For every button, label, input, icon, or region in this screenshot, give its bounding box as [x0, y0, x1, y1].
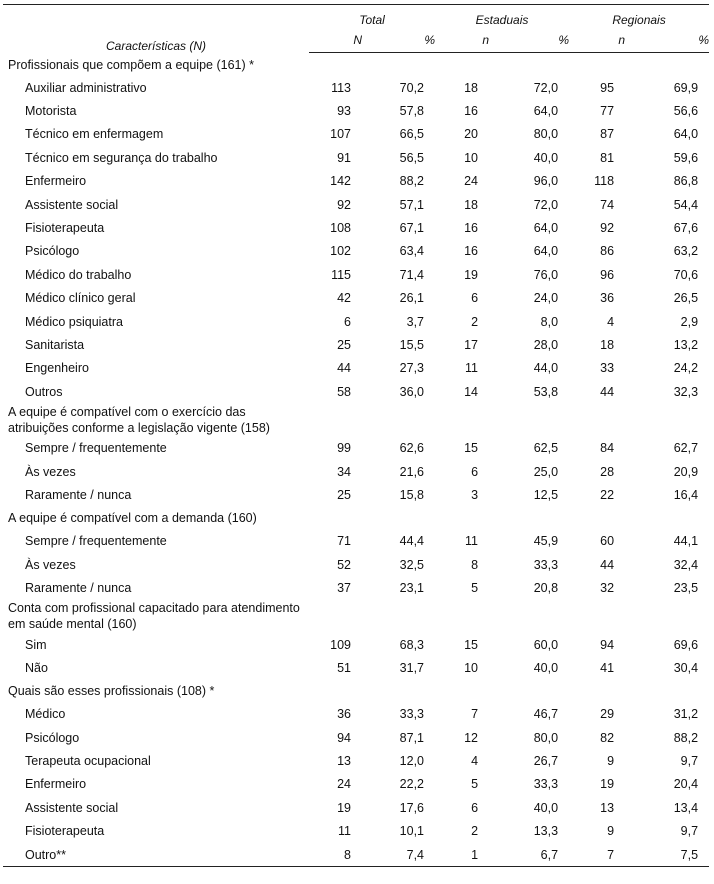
cell-regionais-n: 32 — [600, 581, 615, 596]
section-row — [3, 600, 709, 633]
cell-regionais-pct: 9,7 — [680, 824, 699, 839]
cell-regionais-pct: 67,6 — [673, 221, 699, 236]
subheader-estaduais-pct: % — [489, 27, 569, 53]
row-label: Não — [25, 660, 48, 675]
section-row — [3, 403, 709, 436]
cell-total-n: 42 — [337, 291, 351, 306]
cell-regionais-n: 9 — [607, 754, 615, 769]
cell-regionais-pct: 7,5 — [625, 843, 709, 867]
cell-estaduais-pct: 13,3 — [533, 824, 559, 839]
table-row — [3, 263, 709, 286]
cell-estaduais-n: 14 — [464, 384, 479, 399]
cell-total-n: 24 — [337, 777, 351, 792]
cell-total-n: 93 — [337, 104, 351, 119]
cell-total-pct: 87,1 — [399, 730, 425, 745]
row-label: Às vezes — [25, 557, 76, 572]
table-row — [3, 380, 709, 403]
cell-total-n: 108 — [330, 221, 351, 236]
cell-regionais-pct: 88,2 — [673, 730, 699, 745]
cell-regionais-n: 77 — [600, 104, 615, 119]
cell-estaduais-pct: 24,0 — [533, 291, 559, 306]
cell-total-n: 99 — [337, 441, 351, 456]
cell-regionais-pct: 2,9 — [680, 314, 699, 329]
cell-estaduais-n: 7 — [471, 707, 479, 722]
row-label: Motorista — [25, 104, 77, 119]
cell-total-pct: 44,4 — [399, 534, 425, 549]
cell-estaduais-n: 10 — [464, 660, 479, 675]
section-title: A equipe é compatível com o exercício das atribuições conforme a legislação vigente (158) — [8, 404, 270, 435]
subheader-total-pct: % — [362, 27, 435, 53]
cell-total-pct: 22,2 — [399, 777, 425, 792]
row-label: Outro** — [3, 843, 309, 867]
cell-regionais-pct: 16,4 — [673, 487, 699, 502]
cell-total-n: 107 — [330, 127, 351, 142]
cell-regionais-n: 96 — [600, 267, 615, 282]
cell-total-n: 25 — [337, 487, 351, 502]
cell-estaduais-pct: 80,0 — [533, 730, 559, 745]
cell-total-pct: 57,8 — [399, 104, 425, 119]
cell-regionais-pct: 32,3 — [673, 384, 699, 399]
cell-regionais-n: 82 — [600, 730, 615, 745]
subheader-estaduais-n: n — [435, 27, 489, 53]
cell-regionais-n: 84 — [600, 441, 615, 456]
cell-total-n: 36 — [337, 707, 351, 722]
cell-estaduais-n: 11 — [465, 534, 479, 549]
row-label: Às vezes — [25, 464, 76, 479]
table-body — [3, 53, 709, 867]
cell-total-pct: 27,3 — [399, 361, 425, 376]
row-label: Fisioterapeuta — [25, 221, 105, 236]
subheader-regionais-n: n — [569, 27, 625, 53]
row-label: Terapeuta ocupacional — [25, 754, 151, 769]
empty-cell — [362, 600, 435, 633]
cell-regionais-pct: 32,4 — [673, 557, 699, 572]
cell-regionais-n: 9 — [607, 824, 615, 839]
section-row — [3, 680, 709, 703]
cell-total-pct: 23,1 — [399, 581, 425, 596]
table-row — [3, 656, 709, 679]
cell-estaduais-n: 6 — [471, 800, 479, 815]
cell-regionais-n: 4 — [607, 314, 615, 329]
cell-regionais-pct: 26,5 — [673, 291, 699, 306]
table-row — [3, 633, 709, 656]
cell-regionais-pct: 13,2 — [673, 337, 699, 352]
cell-regionais-pct: 9,7 — [680, 754, 699, 769]
cell-estaduais-n: 19 — [464, 267, 479, 282]
cell-total-pct: 26,1 — [399, 291, 425, 306]
section-title: Quais são esses profissionais (108) * — [8, 684, 215, 699]
cell-regionais-pct: 59,6 — [673, 150, 699, 165]
table-row — [3, 796, 709, 819]
row-label: Raramente / nunca — [25, 581, 132, 596]
table-row — [3, 749, 709, 772]
cell-estaduais-n: 5 — [471, 581, 479, 596]
cell-estaduais-n: 18 — [464, 197, 479, 212]
row-label: Auxiliar administrativo — [25, 80, 147, 95]
empty-cell — [569, 600, 625, 633]
cell-total-n: 58 — [337, 384, 351, 399]
cell-estaduais-pct: 64,0 — [533, 244, 559, 259]
cell-total-n: 142 — [330, 174, 351, 189]
empty-cell — [625, 600, 709, 633]
empty-cell — [435, 600, 489, 633]
cell-total-pct: 88,2 — [399, 174, 425, 189]
cell-estaduais-n: 4 — [471, 754, 479, 769]
cell-regionais-pct: 54,4 — [673, 197, 699, 212]
empty-cell — [309, 403, 362, 436]
table-row — [3, 460, 709, 483]
table-row — [3, 773, 709, 796]
cell-estaduais-n: 20 — [464, 127, 479, 142]
cell-estaduais-pct: 20,8 — [533, 581, 559, 596]
cell-estaduais-pct: 26,7 — [533, 754, 559, 769]
cell-total-n: 19 — [337, 800, 351, 815]
cell-total-pct: 67,1 — [399, 221, 425, 236]
cell-total-pct: 12,0 — [399, 754, 425, 769]
cell-estaduais-pct: 44,0 — [533, 361, 559, 376]
cell-total-pct: 33,3 — [399, 707, 425, 722]
cell-regionais-pct: 63,2 — [673, 244, 699, 259]
row-label: Médico do trabalho — [25, 267, 132, 282]
cell-estaduais-pct: 76,0 — [533, 267, 559, 282]
cell-estaduais-n: 6 — [471, 291, 479, 306]
cell-regionais-n: 19 — [600, 777, 615, 792]
cell-total-pct: 10,1 — [399, 824, 425, 839]
empty-cell — [569, 403, 625, 436]
table-row — [3, 436, 709, 459]
cell-estaduais-pct: 40,0 — [533, 150, 559, 165]
cell-total-pct: 32,5 — [399, 557, 425, 572]
cell-estaduais-n: 15 — [464, 441, 479, 456]
row-label: Sim — [25, 637, 47, 652]
cell-regionais-pct: 13,4 — [673, 800, 699, 815]
table-row — [3, 483, 709, 506]
cell-estaduais-pct: 80,0 — [533, 127, 559, 142]
row-label: Técnico em segurança do trabalho — [25, 150, 218, 165]
cell-estaduais-n: 16 — [464, 104, 479, 119]
cell-estaduais-n: 16 — [464, 244, 479, 259]
cell-total-pct: 31,7 — [399, 660, 425, 675]
cell-total-pct: 62,6 — [399, 441, 425, 456]
cell-estaduais-pct: 60,0 — [533, 637, 559, 652]
section-row — [3, 53, 709, 77]
cell-regionais-pct: 62,7 — [673, 441, 699, 456]
cell-estaduais-n: 2 — [471, 824, 479, 839]
cell-regionais-n: 94 — [600, 637, 615, 652]
cell-regionais-n: 22 — [600, 487, 615, 502]
cell-regionais-pct: 69,9 — [673, 80, 699, 95]
table-row — [3, 726, 709, 749]
cell-estaduais-pct: 33,3 — [533, 777, 559, 792]
cell-estaduais-n: 6 — [471, 464, 479, 479]
cell-total-n: 92 — [337, 197, 351, 212]
row-label: Médico — [25, 707, 66, 722]
cell-regionais-n: 92 — [600, 221, 615, 236]
empty-cell — [489, 600, 569, 633]
cell-total-n: 94 — [337, 730, 351, 745]
cell-regionais-pct: 64,0 — [673, 127, 699, 142]
cell-estaduais-pct: 25,0 — [533, 464, 559, 479]
cell-total-n: 44 — [337, 361, 351, 376]
data-table — [3, 4, 709, 867]
cell-estaduais-n: 11 — [465, 361, 479, 376]
cell-estaduais-pct: 33,3 — [533, 557, 559, 572]
cell-total-pct: 63,4 — [399, 244, 425, 259]
cell-estaduais-pct: 46,7 — [533, 707, 559, 722]
table-row — [3, 843, 709, 867]
group-header-regionais: Regionais — [569, 5, 709, 28]
cell-estaduais-n: 10 — [464, 150, 479, 165]
cell-total-pct: 56,5 — [399, 150, 425, 165]
cell-total-pct: 66,5 — [399, 127, 425, 142]
cell-total-pct: 71,4 — [399, 267, 425, 282]
cell-total-n: 25 — [337, 337, 351, 352]
cell-total-pct: 70,2 — [399, 80, 425, 95]
cell-regionais-n: 86 — [600, 244, 615, 259]
table-row — [3, 310, 709, 333]
row-label: Técnico em enfermagem — [25, 127, 164, 142]
cell-estaduais-pct: 8,0 — [540, 314, 559, 329]
cell-regionais-n: 44 — [600, 384, 615, 399]
table-row — [3, 76, 709, 99]
cell-regionais-n: 74 — [600, 197, 615, 212]
row-label: Sanitarista — [25, 337, 85, 352]
cell-estaduais-n: 15 — [464, 637, 479, 652]
empty-cell — [435, 403, 489, 436]
cell-regionais-n: 33 — [600, 361, 615, 376]
row-label: Sempre / frequentemente — [25, 441, 167, 456]
cell-total-pct: 7,4 — [362, 843, 435, 867]
row-label: Médico clínico geral — [25, 291, 136, 306]
cell-estaduais-n: 3 — [471, 487, 479, 502]
row-label: Enfermeiro — [25, 777, 87, 792]
cell-regionais-n: 95 — [600, 80, 615, 95]
cell-regionais-n: 18 — [600, 337, 615, 352]
cell-estaduais-pct: 6,7 — [489, 843, 569, 867]
cell-estaduais-pct: 28,0 — [533, 337, 559, 352]
table-row — [3, 703, 709, 726]
row-label: Raramente / nunca — [25, 487, 132, 502]
table-row — [3, 333, 709, 356]
cell-total-n: 6 — [344, 314, 351, 329]
cell-total-n: 51 — [337, 660, 351, 675]
cell-regionais-n: 13 — [600, 800, 615, 815]
cell-regionais-n: 87 — [600, 127, 615, 142]
cell-total-pct: 68,3 — [399, 637, 425, 652]
cell-regionais-pct: 56,6 — [673, 104, 699, 119]
cell-regionais-n: 44 — [600, 557, 615, 572]
cell-estaduais-pct: 40,0 — [533, 800, 559, 815]
empty-cell — [625, 403, 709, 436]
cell-estaduais-pct: 64,0 — [533, 104, 559, 119]
row-label: Enfermeiro — [25, 174, 87, 189]
table-header — [3, 5, 709, 53]
group-header-total: Total — [309, 5, 435, 28]
cell-total-n: 115 — [331, 267, 351, 282]
cell-regionais-n: 7 — [569, 843, 625, 867]
cell-regionais-pct: 30,4 — [673, 660, 699, 675]
table-row — [3, 216, 709, 239]
cell-estaduais-pct: 12,5 — [533, 487, 559, 502]
cell-regionais-pct: 86,8 — [673, 174, 699, 189]
row-label: Fisioterapeuta — [25, 824, 105, 839]
cell-regionais-n: 81 — [600, 150, 615, 165]
cell-regionais-pct: 20,4 — [673, 777, 699, 792]
cell-regionais-pct: 31,2 — [673, 707, 699, 722]
cell-estaduais-n: 17 — [464, 337, 479, 352]
empty-cell — [309, 600, 362, 633]
table-row — [3, 240, 709, 263]
cell-total-n: 8 — [309, 843, 362, 867]
row-label: Assistente social — [25, 197, 119, 212]
row-label: Engenheiro — [25, 361, 89, 376]
cell-regionais-n: 29 — [600, 707, 615, 722]
cell-total-n: 109 — [330, 637, 351, 652]
section-title: A equipe é compatível com a demanda (160) — [8, 511, 257, 526]
section-title: Profissionais que compõem a equipe (161) * — [8, 57, 254, 72]
row-label: Assistente social — [25, 800, 119, 815]
characteristics-header: Características (N) — [3, 5, 309, 53]
cell-regionais-pct: 69,6 — [673, 637, 699, 652]
cell-total-n: 91 — [337, 150, 351, 165]
table-row — [3, 193, 709, 216]
table-row — [3, 287, 709, 310]
cell-regionais-n: 60 — [600, 534, 615, 549]
row-label: Médico psiquiatra — [25, 314, 123, 329]
subheader-regionais-pct: % — [625, 27, 709, 53]
cell-total-n: 102 — [330, 244, 351, 259]
cell-regionais-pct: 70,6 — [673, 267, 699, 282]
cell-total-pct: 3,7 — [406, 314, 425, 329]
cell-estaduais-pct: 72,0 — [533, 197, 559, 212]
section-row — [3, 507, 709, 530]
subheader-total-n: N — [309, 27, 362, 53]
cell-regionais-pct: 23,5 — [673, 581, 699, 596]
cell-regionais-n: 41 — [600, 660, 615, 675]
cell-regionais-pct: 20,9 — [673, 464, 699, 479]
cell-estaduais-n: 1 — [435, 843, 489, 867]
cell-total-n: 37 — [337, 581, 351, 596]
cell-estaduais-pct: 72,0 — [533, 80, 559, 95]
row-label: Sempre / frequentemente — [25, 534, 167, 549]
cell-estaduais-pct: 96,0 — [533, 174, 559, 189]
cell-total-pct: 15,5 — [399, 337, 425, 352]
cell-total-n: 113 — [331, 80, 351, 95]
cell-total-pct: 17,6 — [399, 800, 425, 815]
cell-estaduais-pct: 64,0 — [533, 221, 559, 236]
empty-cell — [362, 403, 435, 436]
cell-estaduais-n: 2 — [471, 314, 479, 329]
cell-estaduais-n: 18 — [464, 80, 479, 95]
table-row — [3, 146, 709, 169]
cell-estaduais-n: 8 — [471, 557, 479, 572]
cell-total-pct: 36,0 — [399, 384, 425, 399]
cell-regionais-pct: 44,1 — [673, 534, 699, 549]
cell-estaduais-n: 16 — [464, 221, 479, 236]
cell-regionais-n: 28 — [600, 464, 615, 479]
row-label: Psicólogo — [25, 730, 80, 745]
cell-estaduais-pct: 45,9 — [533, 534, 559, 549]
table-row — [3, 123, 709, 146]
cell-estaduais-pct: 40,0 — [533, 660, 559, 675]
section-title: Conta com profissional capacitado para atendimento em saúde mental (160) — [8, 601, 300, 632]
cell-total-pct: 15,8 — [399, 487, 425, 502]
cell-total-pct: 21,6 — [399, 464, 425, 479]
table-row — [3, 170, 709, 193]
cell-estaduais-pct: 53,8 — [533, 384, 559, 399]
cell-total-n: 13 — [337, 754, 351, 769]
table-row — [3, 820, 709, 843]
cell-regionais-n: 36 — [600, 291, 615, 306]
cell-regionais-n: 118 — [594, 174, 615, 189]
table-row — [3, 357, 709, 380]
cell-estaduais-pct: 62,5 — [533, 441, 559, 456]
table-row — [3, 553, 709, 576]
cell-total-n: 34 — [337, 464, 351, 479]
cell-estaduais-n: 24 — [464, 174, 479, 189]
cell-total-n: 71 — [337, 534, 351, 549]
empty-cell — [489, 403, 569, 436]
row-label: Psicólogo — [25, 244, 80, 259]
group-header-estaduais: Estaduais — [435, 5, 569, 28]
table-row — [3, 576, 709, 599]
cell-total-n: 11 — [338, 824, 351, 839]
table-row — [3, 530, 709, 553]
cell-estaduais-n: 12 — [464, 730, 479, 745]
cell-estaduais-n: 5 — [471, 777, 479, 792]
cell-total-n: 52 — [337, 557, 351, 572]
cell-total-pct: 57,1 — [399, 197, 425, 212]
table-row — [3, 99, 709, 122]
cell-regionais-pct: 24,2 — [673, 361, 699, 376]
row-label: Outros — [25, 384, 63, 399]
